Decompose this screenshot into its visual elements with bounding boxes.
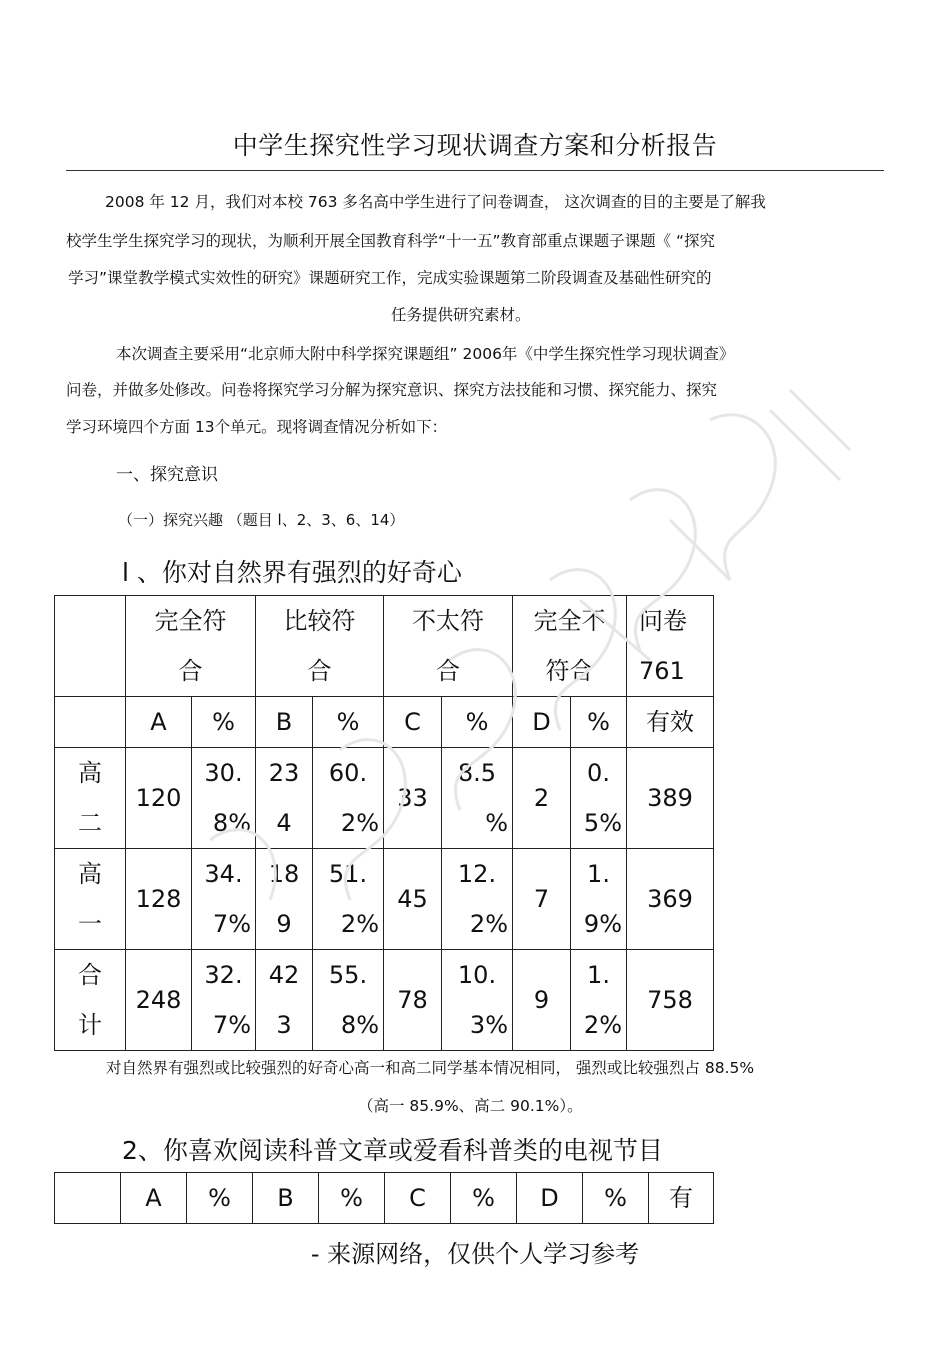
count-cell: 78 bbox=[384, 950, 442, 1051]
percent-cell: 55. 8% bbox=[313, 950, 384, 1051]
subsection-heading: （一）探究兴趣 （题目 l、2、3、6、14） bbox=[118, 511, 405, 529]
subheader-cell: D bbox=[513, 697, 571, 748]
header-corner bbox=[55, 596, 126, 697]
subheader-cell: % bbox=[451, 1173, 517, 1224]
count-cell: 45 bbox=[384, 849, 442, 950]
subheader-cell: B bbox=[256, 697, 313, 748]
count-cell: 248 bbox=[126, 950, 192, 1051]
page-title: 中学生探究性学习现状调查方案和分析报告 bbox=[232, 131, 718, 160]
intro-line: 2008 年 12 月，我们对本校 763 多名高中学生进行了问卷调查， 这次调查的目的主要是了解我 bbox=[105, 193, 766, 211]
grade-cell: 合 计 bbox=[55, 950, 126, 1051]
valid-cell: 389 bbox=[627, 748, 714, 849]
intro-line: 校学生学生探究学习的现状，为顺利开展全国教育科学“十一五”教育部重点课题子课题《 “探究 bbox=[66, 232, 716, 250]
header-corner bbox=[55, 697, 126, 748]
percent-cell: 1. 9% bbox=[571, 849, 627, 950]
percent-cell: 1. 2% bbox=[571, 950, 627, 1051]
table-row bbox=[55, 849, 714, 950]
count-cell: 33 bbox=[384, 748, 442, 849]
table-row bbox=[55, 950, 714, 1051]
subheader-cell: % bbox=[313, 697, 384, 748]
section-heading: 一、探究意识 bbox=[116, 465, 218, 485]
survey-table-q1 bbox=[54, 595, 714, 1051]
valid-cell: 758 bbox=[627, 950, 714, 1051]
percent-cell: 51. 2% bbox=[313, 849, 384, 950]
percent-cell: 0. 5% bbox=[571, 748, 627, 849]
header-cell: 不太符 合 bbox=[384, 596, 513, 697]
table-row bbox=[55, 748, 714, 849]
question-title: l 、你对自然界有强烈的好奇心 bbox=[122, 558, 462, 587]
percent-cell: 30. 8% bbox=[192, 748, 256, 849]
valid-cell: 369 bbox=[627, 849, 714, 950]
grade-cell: 高 二 bbox=[55, 748, 126, 849]
subheader-cell: A bbox=[121, 1173, 187, 1224]
subheader-cell: C bbox=[384, 697, 442, 748]
header-cell: 完全符 合 bbox=[126, 596, 256, 697]
intro-line: 问卷，并做多处修改。问卷将探究学习分解为探究意识、探究方法技能和习惯、探究能力、探究 bbox=[66, 381, 718, 399]
subheader-cell: % bbox=[187, 1173, 253, 1224]
summary-line: 对自然界有强烈或比较强烈的好奇心高一和高二同学基本情况相同， 强烈或比较强烈占 88.5% bbox=[106, 1059, 755, 1077]
count-cell: 18 9 bbox=[256, 849, 313, 950]
percent-cell: 10. 3% bbox=[442, 950, 513, 1051]
footer-note: - 来源网络，仅供个人学习参考 bbox=[310, 1240, 640, 1268]
subheader-cell: 有效 bbox=[627, 697, 714, 748]
header-corner bbox=[55, 1173, 121, 1224]
subheader-cell: 有 bbox=[649, 1173, 714, 1224]
survey-table-q2 bbox=[54, 1172, 714, 1224]
subheader-cell: D bbox=[517, 1173, 583, 1224]
percent-cell: 32. 7% bbox=[192, 950, 256, 1051]
question-title: 2、你喜欢阅读科普文章或爱看科普类的电视节目 bbox=[122, 1136, 663, 1165]
percent-cell: 60. 2% bbox=[313, 748, 384, 849]
intro-line: 本次调查主要采用“北京师大附中科学探究课题组” 2006年《中学生探究性学习现状调查》 bbox=[116, 345, 735, 363]
summary-line: （高一 85.9%、高二 90.1%）。 bbox=[358, 1097, 583, 1115]
count-cell: 128 bbox=[126, 849, 192, 950]
subheader-cell: B bbox=[253, 1173, 319, 1224]
subheader-cell: % bbox=[583, 1173, 649, 1224]
subheader-cell: C bbox=[385, 1173, 451, 1224]
subheader-cell: A bbox=[126, 697, 192, 748]
subheader-cell: % bbox=[192, 697, 256, 748]
count-cell: 9 bbox=[513, 950, 571, 1051]
subheader-cell: % bbox=[571, 697, 627, 748]
count-cell: 7 bbox=[513, 849, 571, 950]
watermark-stroke bbox=[710, 415, 775, 580]
count-cell: 23 4 bbox=[256, 748, 313, 849]
subheader-cell: % bbox=[319, 1173, 385, 1224]
percent-cell: 8.5 % bbox=[442, 748, 513, 849]
count-cell: 120 bbox=[126, 748, 192, 849]
table-subheader-row bbox=[55, 697, 714, 748]
header-cell: 比较符 合 bbox=[256, 596, 384, 697]
table-header-row bbox=[55, 1173, 714, 1224]
grade-cell: 高 一 bbox=[55, 849, 126, 950]
header-cell: 问卷 761 bbox=[627, 596, 714, 697]
subheader-cell: % bbox=[442, 697, 513, 748]
intro-line: 学习环境四个方面 13个单元。现将调查情况分析如下： bbox=[66, 418, 448, 436]
count-cell: 42 3 bbox=[256, 950, 313, 1051]
title-divider bbox=[66, 170, 884, 171]
intro-line: 学习”课堂教学模式实效性的研究》课题研究工作，完成实验课题第二阶段调查及基础性研究的 bbox=[68, 269, 712, 287]
count-cell: 2 bbox=[513, 748, 571, 849]
percent-cell: 34. 7% bbox=[192, 849, 256, 950]
table-header-row bbox=[55, 596, 714, 697]
header-cell: 完全不 符合 bbox=[513, 596, 627, 697]
percent-cell: 12. 2% bbox=[442, 849, 513, 950]
intro-line: 任务提供研究素材。 bbox=[391, 306, 531, 324]
